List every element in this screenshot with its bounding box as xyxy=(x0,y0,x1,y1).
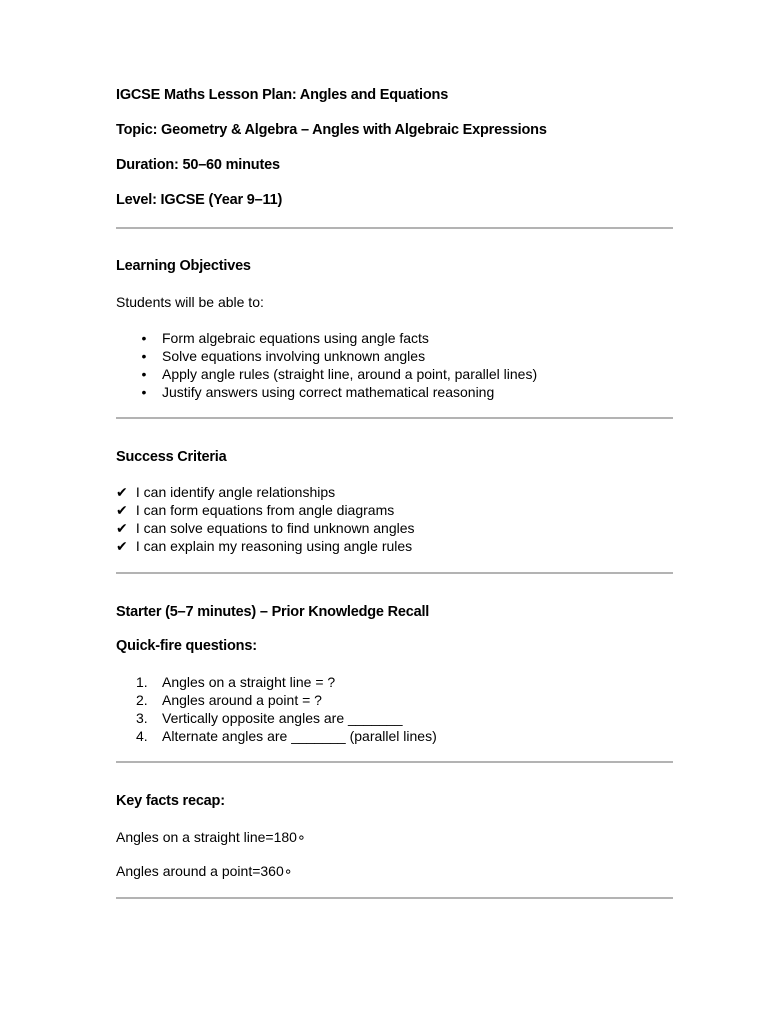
list-item xyxy=(116,673,437,691)
list-number: 2. xyxy=(136,692,148,708)
success-item xyxy=(116,501,394,519)
list-item-text: Form algebraic equations using angle facts xyxy=(162,330,429,346)
list-item-text: Apply angle rules (straight line, around a point, parallel lines) xyxy=(162,366,538,382)
check-icon: ✔ xyxy=(116,484,128,500)
list-number: 3. xyxy=(136,710,148,726)
list-item-text: Vertically opposite angles are _______ xyxy=(162,710,403,726)
list-item xyxy=(116,383,537,401)
success-item-text: I can identify angle relationships xyxy=(135,484,336,500)
success-heading: Success Criteria xyxy=(116,449,227,465)
recap-heading: Key facts recap: xyxy=(116,793,225,809)
list-item-text: Alternate angles are _______ (parallel lines) xyxy=(162,728,437,744)
objectives-list xyxy=(116,329,537,401)
list-item-text: Justify answers using correct mathematical reasoning xyxy=(162,384,495,400)
starter-questions-list xyxy=(116,673,437,745)
recap-fact-around-point: Angles around a point=360∘ xyxy=(116,863,293,879)
list-item-text: Angles on a straight line = ? xyxy=(162,674,336,690)
list-item xyxy=(116,365,537,383)
list-item-text: Angles around a point = ? xyxy=(162,692,322,708)
section-divider xyxy=(116,227,673,229)
list-item xyxy=(116,691,437,709)
list-number: 1. xyxy=(136,674,148,690)
section-divider xyxy=(116,897,673,899)
success-item xyxy=(116,519,415,537)
starter-heading: Starter (5–7 minutes) – Prior Knowledge Recall xyxy=(116,604,430,620)
bullet-icon: • xyxy=(141,348,147,364)
list-item xyxy=(116,727,437,745)
success-item xyxy=(116,483,335,501)
bullet-icon: • xyxy=(141,330,147,346)
success-item xyxy=(116,537,412,555)
bullet-icon: • xyxy=(141,366,147,382)
list-item xyxy=(116,329,537,347)
starter-subheading: Quick-fire questions: xyxy=(116,638,257,654)
section-divider xyxy=(116,761,673,763)
check-icon: ✔ xyxy=(116,502,128,518)
list-item xyxy=(116,709,437,727)
success-item-text: I can explain my reasoning using angle rules xyxy=(135,538,413,554)
check-icon: ✔ xyxy=(116,538,128,554)
list-number: 4. xyxy=(136,728,148,744)
section-divider xyxy=(116,572,673,574)
section-divider xyxy=(116,417,673,419)
objectives-heading: Learning Objectives xyxy=(116,258,251,274)
level-line: Level: IGCSE (Year 9–11) xyxy=(116,192,283,208)
bullet-icon: • xyxy=(141,384,147,400)
list-item-text: Solve equations involving unknown angles xyxy=(162,348,426,364)
document-title: IGCSE Maths Lesson Plan: Angles and Equations xyxy=(116,87,449,103)
objectives-intro: Students will be able to: xyxy=(116,294,264,310)
topic-line: Topic: Geometry & Algebra – Angles with Algebraic Expressions xyxy=(116,122,547,138)
check-icon: ✔ xyxy=(116,520,128,536)
success-item-text: I can form equations from angle diagrams xyxy=(135,502,395,518)
recap-fact-straight-line: Angles on a straight line=180∘ xyxy=(116,829,306,845)
success-item-text: I can solve equations to find unknown angles xyxy=(135,520,415,536)
duration-line: Duration: 50–60 minutes xyxy=(116,157,280,173)
list-item xyxy=(116,347,537,365)
